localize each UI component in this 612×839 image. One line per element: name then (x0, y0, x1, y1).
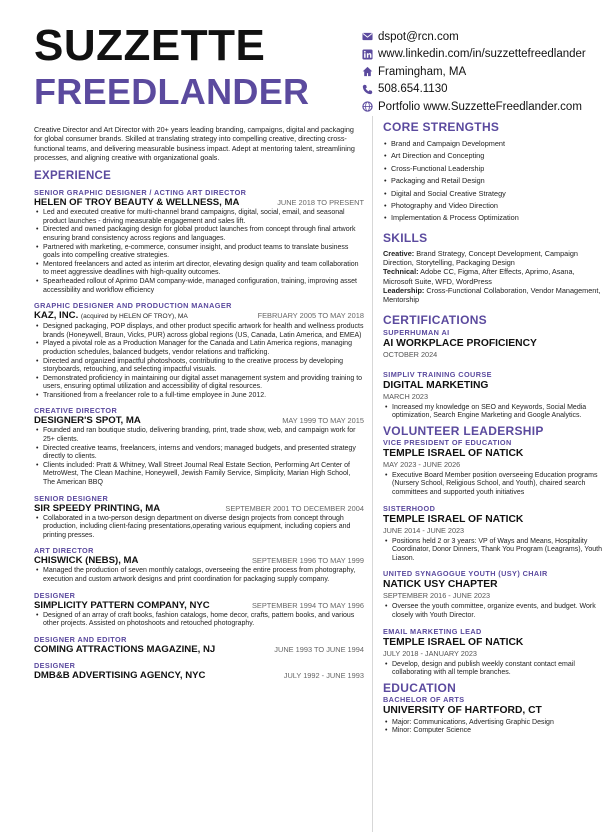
job-bullet: • Mentored freelancers and acted as interim art director, elevating design quality and team collaboration to meet aggressive deadlines with high-quality outcomes. (34, 261, 364, 278)
job-company-note: (acquired by HELEN OF TROY), MA (80, 313, 188, 321)
skills-technical-text: Adobe CC, Figma, After Effects, Aprimo, Asana, Microsoft Suite, WFD, WordPress (383, 267, 575, 286)
volunteer-date: MAY 2023 - JUNE 2026 (383, 459, 461, 469)
job-dates: SEPTEMBER 2001 TO DECEMBER 2004 (225, 503, 364, 513)
volunteer-heading: VOLUNTEER LEADERSHIP (383, 423, 544, 438)
contact-email[interactable] (362, 28, 610, 46)
skills-block (383, 249, 605, 305)
volunteer-org: TEMPLE ISRAEL OF NATICK (383, 636, 524, 648)
job-dates: MAY 1999 TO MAY 2015 (282, 416, 364, 426)
volunteer-role: EMAIL MARKETING LEAD (383, 626, 482, 636)
job-company: COMING ATTRACTIONS MAGAZINE, NJ (34, 643, 216, 655)
skills-leadership-text: Cross-Functional Collaboration, Vendor Management, Mentorship (383, 286, 601, 305)
home-icon (362, 66, 373, 77)
certifications-heading: CERTIFICATIONS (383, 312, 487, 327)
volunteer-entry (383, 504, 605, 564)
contact-email-text[interactable]: dspot@rcn.com (378, 30, 459, 43)
cert-title: AI WORKPLACE PROFICIENCY (383, 337, 537, 349)
job-entry (34, 591, 364, 629)
job-entry (34, 301, 364, 400)
job-dates: SEPTEMBER 1994 TO MAY 1996 (251, 600, 364, 610)
volunteer-bullet: • Executive Board Member position overseeing Education programs (Nursery School, Religious School, and Youth), chaired search committees and supported youth initiatives (383, 472, 605, 498)
job-entry (34, 635, 364, 655)
job-bullet: • Designed of an array of craft books, fashion catalogs, home decor, crafts, pattern books, and various other projects. Assisted on photoshoots and retouched photography. (34, 612, 364, 629)
email-icon (362, 31, 373, 42)
job-entry (34, 406, 364, 487)
contact-block (362, 28, 610, 116)
strength-item: • Cross-Functional Leadership (383, 163, 605, 175)
volunteer-org: NATICK USY CHAPTER (383, 579, 498, 591)
volunteer-date: JULY 2018 - JANUARY 2023 (383, 648, 477, 658)
volunteer-date: SEPTEMBER 2016 - JUNE 2023 (383, 591, 491, 601)
skills-creative (383, 249, 605, 268)
job-entry (34, 188, 364, 295)
skills-leadership (383, 286, 605, 305)
linkedin-icon (362, 49, 373, 60)
volunteer-bullet: • Oversee the youth committee, organize events, and budget. Work closely with Youth Director. (383, 603, 605, 620)
job-dates: JUNE 1993 TO JUNE 1994 (274, 644, 364, 654)
globe-icon (362, 101, 373, 112)
volunteer-bullet: • Positions held 2 or 3 years: VP of Ways and Means, Hospitality Coordinator, Donor Dinners, Thank You Program (Leagrams), Youth Liason. (383, 538, 605, 564)
job-dates: SEPTEMBER 1996 TO MAY 1999 (251, 556, 364, 566)
contact-phone[interactable] (362, 81, 610, 99)
job-entry (34, 494, 364, 541)
education-bullet: • Major: Communications, Advertising Graphic Design (383, 719, 605, 728)
strength-item: • Brand and Campaign Development (383, 138, 605, 150)
job-company: CHISWICK (NEBS), MA (34, 555, 139, 567)
experience-heading: EXPERIENCE (34, 170, 112, 183)
cert-date: OCTOBER 2024 (383, 349, 438, 359)
job-bullets (34, 567, 364, 584)
job-role: ART DIRECTOR (34, 546, 94, 556)
education-bullet: • Minor: Computer Science (383, 727, 605, 736)
job-bullets (34, 209, 364, 295)
job-bullet: • Founded and ran boutique studio, delivering branding, print, trade show, web, and campaign work for 25+ clients. (34, 427, 364, 444)
volunteer-date: JUNE 2014 - JUNE 2023 (383, 525, 465, 535)
education-bullets (383, 719, 605, 736)
volunteer-role: SISTERHOOD (383, 503, 436, 513)
strengths-list (383, 138, 605, 225)
contact-linkedin[interactable] (362, 46, 610, 64)
column-divider (372, 116, 373, 832)
phone-icon (362, 84, 373, 95)
volunteer-bullets (383, 538, 605, 564)
contact-portfolio-text[interactable]: Portfolio www.SuzzetteFreedlander.com (378, 100, 582, 113)
job-dates: JUNE 2018 TO PRESENT (277, 198, 364, 208)
volunteer-bullets (383, 603, 605, 620)
cert-issuer: SIMPLIV TRAINING COURSE (383, 369, 492, 379)
education-degree: BACHELOR OF ARTS (383, 694, 465, 704)
job-company-name: KAZ, INC. (34, 310, 79, 322)
job-company: DESIGNER'S SPOT, MA (34, 415, 141, 427)
job-company (34, 310, 188, 322)
job-bullet: • Managed the production of seven monthly catalogs, overseeing the entire process from photography, execution and custom artwork designs and print coordination for packaging supply company. (34, 567, 364, 584)
education-school: UNIVERSITY OF HARTFORD, CT (383, 704, 542, 716)
strength-item: • Art Direction and Concepting (383, 150, 605, 162)
job-bullet: • Designed packaging, POP displays, and other product specific artwork for health and wellness products brands (Honeywell, Braun, Vicks, PUR) across global regions (US, Canada, Latin America, and EMEA) (34, 323, 364, 340)
job-dates: JULY 1992 - JUNE 1993 (283, 670, 364, 680)
job-company: HELEN OF TROY BEAUTY & WELLNESS, MA (34, 197, 240, 209)
job-bullet: • Directed and owned packaging design for global product launches from concept through final artwork ensuring brand consistency across regions and languages. (34, 226, 364, 243)
skills-technical-label: Technical: (383, 267, 419, 277)
job-bullet: • Collaborated in a two-person design department on diverse design projects from concept through production, including client-facing presentations,operating various equipment, including copiers and printing presses. (34, 515, 364, 541)
education-heading: EDUCATION (383, 680, 457, 695)
job-bullet: • Directed and organized impactful photoshoots, contributing to the creative process by developing storyboards, retouching, and selecting impactful visuals. (34, 358, 364, 375)
volunteer-role: UNITED SYNAGOGUE YOUTH (USY) CHAIR (383, 569, 548, 579)
contact-location-text: Framingham, MA (378, 65, 467, 78)
job-role: DESIGNER AND EDITOR (34, 634, 127, 644)
volunteer-entry (383, 438, 605, 498)
strengths-heading: CORE STRENGTHS (383, 120, 500, 134)
volunteer-bullets (383, 661, 605, 678)
first-name: SUZZETTE (34, 21, 266, 70)
certification-entry (383, 370, 605, 421)
volunteer-bullet: • Develop, design and publish weekly constant contact email collaborating with all temple branches. (383, 661, 605, 678)
job-role: SENIOR DESIGNER (34, 493, 109, 503)
job-bullet: • Directed creative teams, freelancers, interns and vendors; managed budgets, and presented strategy directly to clients. (34, 445, 364, 462)
job-role: DESIGNER (34, 590, 76, 600)
job-bullets (34, 612, 364, 629)
contact-linkedin-text[interactable]: www.linkedin.com/in/suzzettefreedlander (378, 48, 586, 61)
skills-creative-text: Brand Strategy, Concept Development, Campaign Direction, Storytelling, Packaging Design (383, 248, 578, 268)
job-bullet: • Spearheaded rollout of Aprimo DAM company-wide, managed configuration, training, improving asset accessibility and workflow efficiency (34, 278, 364, 295)
contact-portfolio[interactable] (362, 98, 610, 116)
job-entry (34, 661, 364, 681)
job-company: SIMPLICITY PATTERN COMPANY, NYC (34, 599, 210, 611)
education-entry (383, 695, 605, 736)
job-bullet: • Played a pivotal role as a Production Manager for the Canada and Latin America regions, managing production schedules, balanced budgets, vendor relations and trafficking. (34, 340, 364, 357)
contact-phone-text[interactable]: 508.654.1130 (378, 83, 448, 96)
skills-leadership-label: Leadership: (383, 286, 425, 296)
volunteer-bullets (383, 472, 605, 498)
job-bullet: • Led and executed creative for multi-channel brand campaigns, digital, social, email, and seasonal product launches - driving measurable engagement and sales lift. (34, 209, 364, 226)
volunteer-org: TEMPLE ISRAEL OF NATICK (383, 447, 524, 459)
volunteer-role: VICE PRESIDENT OF EDUCATION (383, 437, 512, 447)
strength-item: • Digital and Social Creative Strategy (383, 188, 605, 200)
strength-item: • Packaging and Retail Design (383, 175, 605, 187)
job-entry (34, 546, 364, 584)
strength-item: • Implementation & Process Optimization (383, 212, 605, 224)
job-bullet: • Demonstrated proficiency in maintaining our digital asset management system and providing training to users, ensuring optimal utilization and accessibility of digital resources. (34, 375, 364, 392)
job-role: SENIOR GRAPHIC DESIGNER / ACTING ART DIRECTOR (34, 188, 247, 198)
job-dates: FEBRUARY 2005 TO MAY 2018 (257, 311, 364, 321)
job-company: SIR SPEEDY PRINTING, MA (34, 502, 161, 514)
cert-date: MARCH 2023 (383, 391, 429, 401)
right-column (383, 120, 605, 736)
summary: Creative Director and Art Director with 20+ years leading branding, campaigns, digital and packaging for global consumer brands. Skilled at translating strategy into compelling creative, directing cross-functional teams, and delivering measurable business impact. Adept at mentoring talent, streamlining processes, and aligning creative with organizational goals. (34, 125, 355, 162)
job-role: CREATIVE DIRECTOR (34, 406, 118, 416)
cert-bullet: • Increased my knowledge on SEO and Keywords, Social Media optimization, Search Engine Marketing and Google Analytics. (383, 404, 605, 421)
job-bullets (34, 323, 364, 400)
cert-bullets (383, 404, 605, 421)
skills-creative-label: Creative: (383, 248, 415, 258)
certification-entry (383, 328, 605, 360)
skills-heading: SKILLS (383, 230, 428, 245)
contact-location (362, 63, 610, 81)
cert-issuer: SUPERHUMAN AI (383, 327, 450, 337)
volunteer-org: TEMPLE ISRAEL OF NATICK (383, 513, 524, 525)
job-bullets (34, 515, 364, 541)
strength-item: • Photography and Video Direction (383, 200, 605, 212)
skills-technical (383, 267, 605, 286)
job-company: DMB&B ADVERTISING AGENCY, NYC (34, 669, 206, 681)
volunteer-entry (383, 627, 605, 678)
last-name: FREEDLANDER (34, 71, 310, 112)
job-bullets (34, 427, 364, 487)
job-role: GRAPHIC DESIGNER AND PRODUCTION MANAGER (34, 301, 232, 311)
volunteer-entry (383, 569, 605, 620)
left-column (34, 125, 364, 687)
cert-title: DIGITAL MARKETING (383, 379, 489, 391)
job-bullet: • Transitioned from a freelancer role to a full-time employee in June 2012. (34, 392, 364, 401)
job-bullet: • Clients included: Pratt & Whitney, Wall Street Journal Real Estate Section, Performing Art Center of MetroWest, The Clean Machine, Honeywell, Jewish Family Service, Simplicity, Marian High School, The American BBQ (34, 462, 364, 488)
job-role: DESIGNER (34, 660, 76, 670)
job-bullet: • Partnered with marketing, e-commerce, consumer insight, and product teams to translate business goals into compelling creative strategies. (34, 244, 364, 261)
